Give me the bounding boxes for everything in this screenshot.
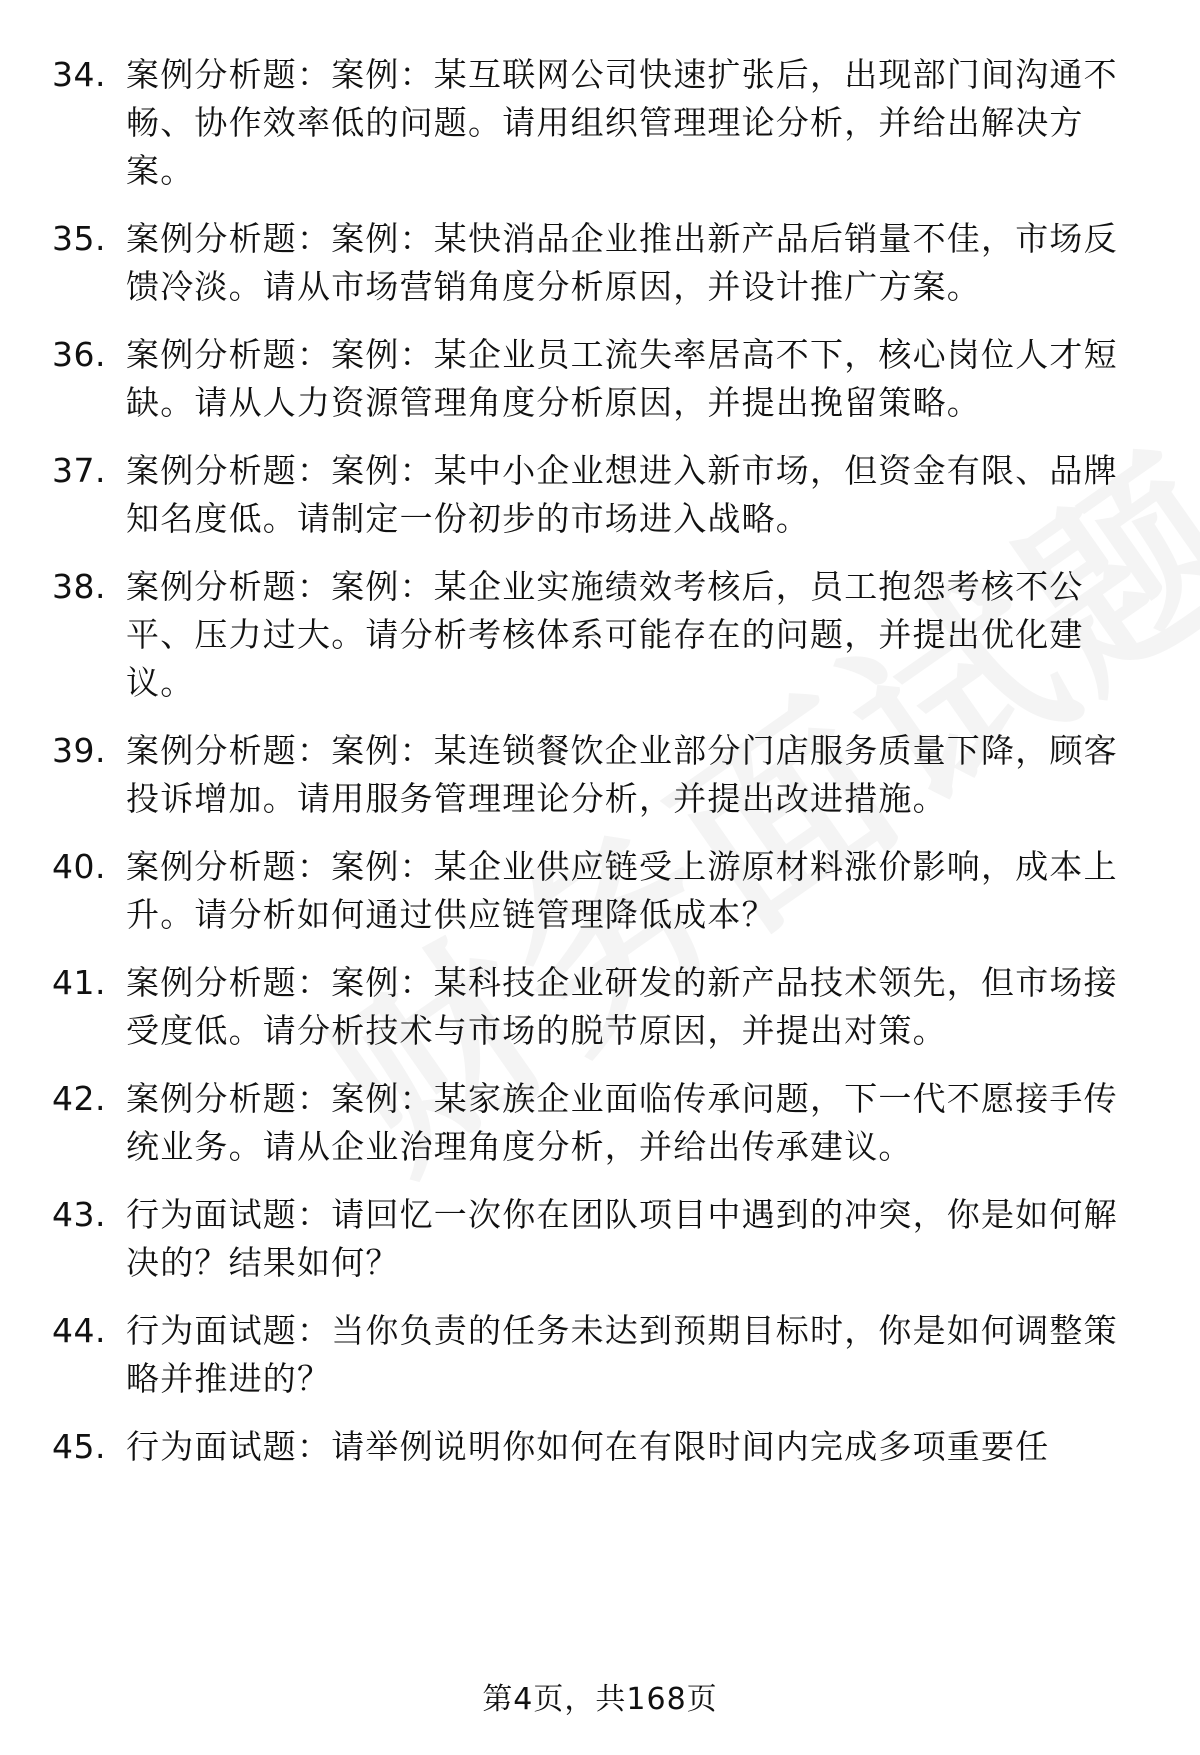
question-number: 40. (52, 847, 106, 886)
question-number: 37. (52, 451, 106, 490)
question-number: 41. (52, 963, 106, 1002)
page-footer: 第4页，共168页 (482, 1682, 718, 1717)
question-number: 45. (52, 1427, 106, 1466)
question-number: 38. (52, 567, 106, 606)
question-text: 案例分析题：案例：某连锁餐饮企业部分门店服务质量下降，顾客投诉增加。请用服务管理理论分析，并提出改进措施。 (126, 731, 1118, 818)
question-text: 行为面试题：当你负责的任务未达到预期目标时，你是如何调整策略并推进的？ (126, 1311, 1118, 1398)
question-text: 案例分析题：案例：某互联网公司快速扩张后，出现部门间沟通不畅、协作效率低的问题。请用组织管理理论分析，并给出解决方案。 (126, 55, 1118, 190)
question-number: 39. (52, 731, 106, 770)
question-number: 36. (52, 335, 106, 374)
question-text: 行为面试题：请举例说明你如何在有限时间内完成多项重要任 (126, 1427, 1050, 1466)
question-number: 42. (52, 1079, 106, 1118)
question-text: 案例分析题：案例：某中小企业想进入新市场，但资金有限、品牌知名度低。请制定一份初步的市场进入战略。 (126, 451, 1118, 538)
question-number: 44. (52, 1311, 106, 1350)
question-text: 案例分析题：案例：某快消品企业推出新产品后销量不佳，市场反馈冷淡。请从市场营销角度分析原因，并设计推广方案。 (126, 219, 1118, 306)
question-text: 案例分析题：案例：某科技企业研发的新产品技术领先，但市场接受度低。请分析技术与市场的脱节原因，并提出对策。 (126, 963, 1118, 1050)
question-text: 案例分析题：案例：某企业实施绩效考核后，员工抱怨考核不公平、压力过大。请分析考核体系可能存在的问题，并提出优化建议。 (126, 567, 1084, 702)
question-text: 行为面试题：请回忆一次你在团队项目中遇到的冲突，你是如何解决的？结果如何？ (126, 1195, 1118, 1282)
question-text: 案例分析题：案例：某家族企业面临传承问题，下一代不愿接手传统业务。请从企业治理角度分析，并给出传承建议。 (126, 1079, 1118, 1166)
question-number: 35. (52, 219, 106, 258)
question-number: 43. (52, 1195, 106, 1234)
question-text: 案例分析题：案例：某企业员工流失率居高不下，核心岗位人才短缺。请从人力资源管理角度分析原因，并提出挽留策略。 (126, 335, 1118, 422)
question-number: 34. (52, 55, 106, 94)
question-text: 案例分析题：案例：某企业供应链受上游原材料涨价影响，成本上升。请分析如何通过供应链管理降低成本？ (126, 847, 1118, 934)
